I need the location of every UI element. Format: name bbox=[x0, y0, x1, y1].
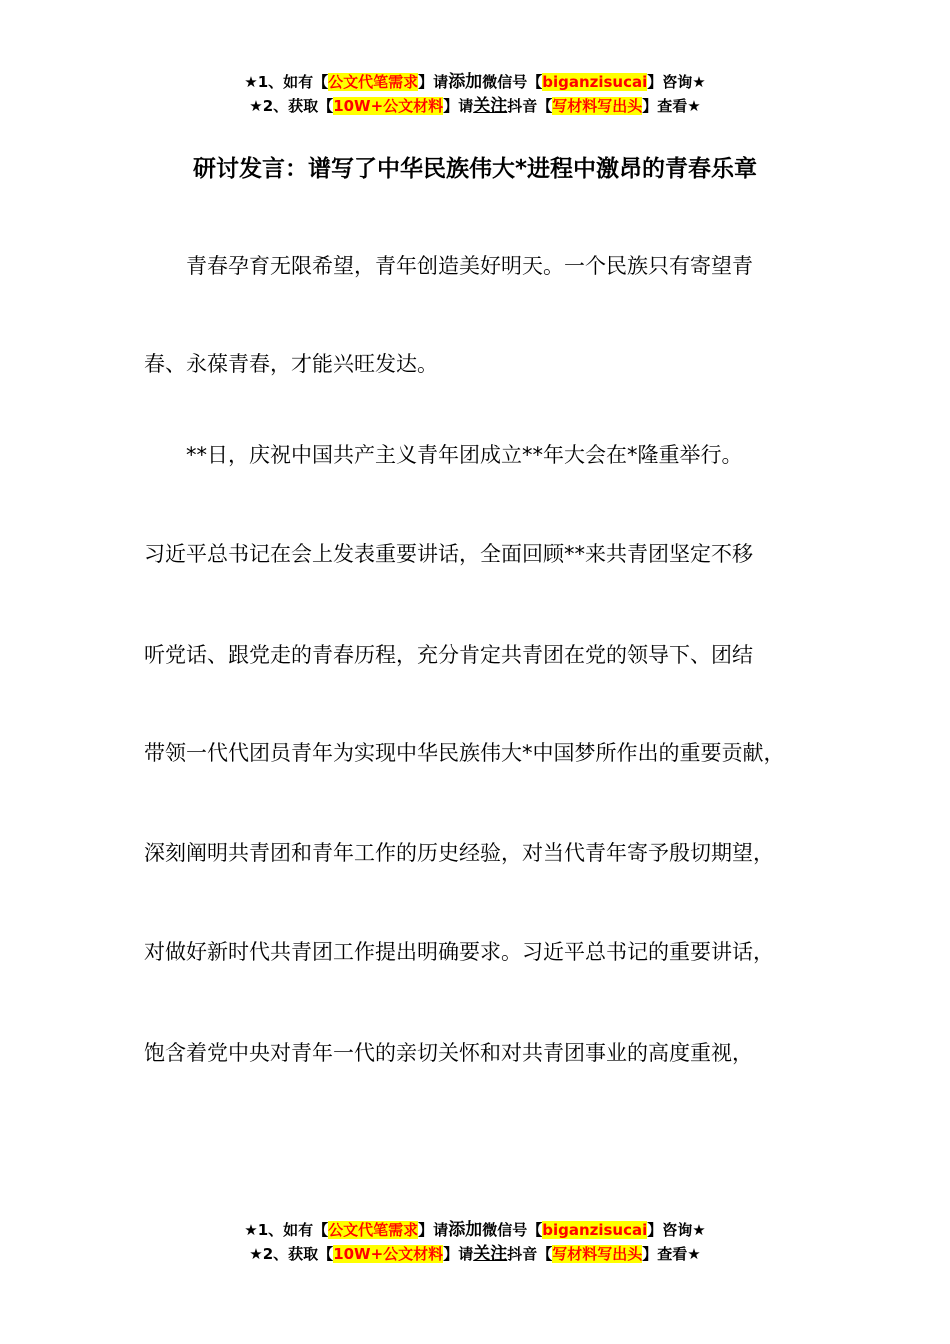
promo-line-1 bbox=[0, 1218, 950, 1242]
promo-highlight: 10W+公文材料 bbox=[333, 1245, 444, 1263]
promo-douyin-id: 写材料写出头 bbox=[552, 97, 643, 115]
body-line: **日，庆祝中国共产主义青年团成立**年大会在*隆重举行。 bbox=[144, 443, 743, 467]
promo-emphasis: 关注 bbox=[473, 1244, 508, 1264]
promo-text: 1、如有【 bbox=[257, 73, 329, 91]
promo-douyin-id: 写材料写出头 bbox=[552, 1245, 643, 1263]
promo-emphasis: 添加 bbox=[448, 1220, 483, 1240]
body-line: 春、永葆青春，才能兴旺发达。 bbox=[144, 352, 438, 376]
star-icon: ★ bbox=[687, 97, 701, 115]
promo-text: 抖音【 bbox=[507, 97, 553, 115]
star-icon: ★ bbox=[692, 1221, 706, 1239]
body-line: 听党话、跟党走的青春历程，充分肯定共青团在党的领导下、团结 bbox=[144, 643, 753, 667]
top-promo-banner bbox=[0, 70, 950, 118]
promo-line-2 bbox=[0, 94, 950, 118]
promo-text: 2、获取【 bbox=[262, 1245, 334, 1263]
promo-highlight: 10W+公文材料 bbox=[333, 97, 444, 115]
body-line: 深刻阐明共青团和青年工作的历史经验，对当代青年寄予殷切期望， bbox=[144, 841, 774, 865]
body-line: 饱含着党中央对青年一代的亲切关怀和对共青团事业的高度重视， bbox=[144, 1041, 753, 1065]
promo-text: 】咨询 bbox=[647, 1221, 693, 1239]
star-icon: ★ bbox=[249, 1245, 263, 1263]
promo-emphasis: 关注 bbox=[473, 96, 508, 116]
promo-wechat-id: biganzisucai bbox=[542, 73, 648, 91]
document-title: 研讨发言：谱写了中华民族伟大*进程中激昂的青春乐章 bbox=[192, 156, 758, 182]
promo-highlight: 公文代笔需求 bbox=[328, 1221, 419, 1239]
star-icon: ★ bbox=[244, 73, 258, 91]
promo-text: 抖音【 bbox=[507, 1245, 553, 1263]
body-line: 对做好新时代共青团工作提出明确要求。习近平总书记的重要讲话， bbox=[144, 940, 774, 964]
star-icon: ★ bbox=[244, 1221, 258, 1239]
promo-line-2 bbox=[0, 1242, 950, 1266]
promo-text: 】查看 bbox=[642, 97, 688, 115]
promo-emphasis: 添加 bbox=[448, 72, 483, 92]
promo-text: 微信号【 bbox=[482, 1221, 543, 1239]
promo-text: 】请 bbox=[418, 1221, 449, 1239]
promo-line-1 bbox=[0, 70, 950, 94]
promo-wechat-id: biganzisucai bbox=[542, 1221, 648, 1239]
star-icon: ★ bbox=[687, 1245, 701, 1263]
promo-text: 2、获取【 bbox=[262, 97, 334, 115]
promo-text: 微信号【 bbox=[482, 73, 543, 91]
promo-text: 】查看 bbox=[642, 1245, 688, 1263]
promo-text: 】咨询 bbox=[647, 73, 693, 91]
promo-text: 】请 bbox=[443, 1245, 474, 1263]
body-line: 带领一代代团员青年为实现中华民族伟大*中国梦所作出的重要贡献， bbox=[144, 741, 785, 765]
star-icon: ★ bbox=[249, 97, 263, 115]
promo-text: 】请 bbox=[418, 73, 449, 91]
star-icon: ★ bbox=[692, 73, 706, 91]
promo-highlight: 公文代笔需求 bbox=[328, 73, 419, 91]
bottom-promo-banner bbox=[0, 1218, 950, 1266]
promo-text: 1、如有【 bbox=[257, 1221, 329, 1239]
promo-text: 】请 bbox=[443, 97, 474, 115]
body-line: 习近平总书记在会上发表重要讲话，全面回顾**来共青团坚定不移 bbox=[144, 542, 753, 566]
body-line: 青春孕育无限希望，青年创造美好明天。一个民族只有寄望青 bbox=[144, 254, 753, 278]
